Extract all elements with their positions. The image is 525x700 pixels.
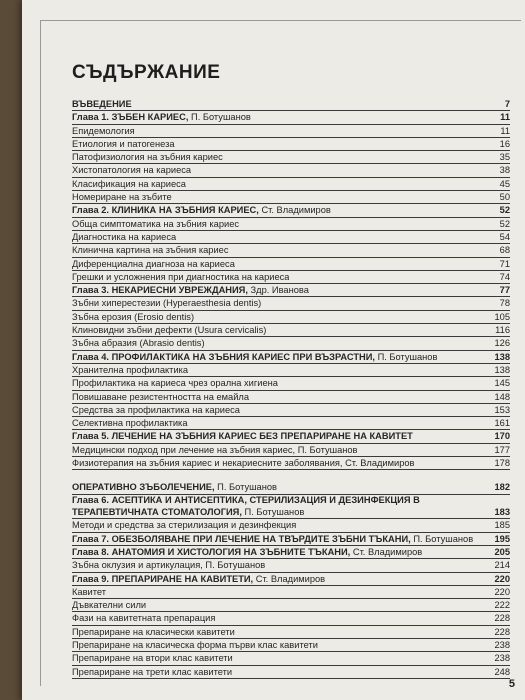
toc-entry-text: Хистопатология на кариеса <box>72 165 192 176</box>
toc-entry <box>72 391 510 404</box>
toc-entry <box>72 457 510 470</box>
toc-entry-page: 195 <box>494 533 510 544</box>
page-title: СЪДЪРЖАНИЕ <box>72 62 221 83</box>
toc-entry-page: 161 <box>494 418 510 429</box>
toc-entry-page: 145 <box>494 378 510 389</box>
toc-entry <box>72 559 510 572</box>
toc-entry-heading: Глава 9. ПРЕПАРИРАНЕ НА КАВИТЕТИ, <box>72 573 254 584</box>
toc-entry-title <box>72 297 261 309</box>
toc-entry-page: 50 <box>499 192 510 203</box>
toc-entry-title <box>72 652 233 664</box>
toc-entry-page: 7 <box>504 99 510 109</box>
toc-entry <box>72 377 510 390</box>
toc-entry-title <box>72 495 420 507</box>
toc-entry <box>72 586 510 599</box>
toc-entry <box>72 626 510 639</box>
toc-entry-page: 228 <box>494 626 510 637</box>
toc-entry-title <box>72 417 188 429</box>
toc-entry <box>72 98 510 111</box>
toc-entry-page: 228 <box>494 613 510 624</box>
toc-entry <box>72 311 510 324</box>
toc-entry-text: Дъвкателни сили <box>72 600 147 611</box>
toc-entry <box>72 573 510 586</box>
page-number: 5 <box>508 678 515 690</box>
toc-entry-text: Зъбна оклузия и артикулация, П. Ботушанов <box>72 560 266 571</box>
toc-entry-title <box>72 533 473 545</box>
toc-entry <box>72 612 510 625</box>
toc-entry-page: 205 <box>494 547 510 557</box>
toc-entry-text: Повишаване резистентността на емайла <box>72 391 249 402</box>
toc-entry <box>72 151 510 164</box>
toc-entry-title <box>72 573 325 585</box>
toc-entry-text: П. Ботушанов <box>375 351 438 362</box>
toc-entry-text: Профилактика на кариеса чрез орална хигиена <box>72 378 278 389</box>
toc-entry-text: П. Ботушанов <box>214 482 277 493</box>
toc-entry-text: Селективна профилактика <box>72 418 188 429</box>
toc-entry-title <box>72 311 194 323</box>
toc-entry-text: Кавитет <box>72 586 106 597</box>
toc-entry-text: Класификация на кариеса <box>72 178 186 189</box>
toc-entry <box>72 417 510 430</box>
toc-entry-page: 16 <box>499 138 510 149</box>
toc-entry-page: 177 <box>494 444 510 455</box>
toc-entry <box>72 231 510 244</box>
toc-entry-page: 74 <box>499 271 510 282</box>
toc-entry-text: Патофизиология на зъбния кариес <box>72 152 223 163</box>
toc-entry-text: Фази на кавитетната препарация <box>72 613 216 624</box>
toc-entry-title <box>72 98 132 110</box>
toc-entry-title <box>72 481 277 493</box>
toc-entry <box>72 258 510 271</box>
toc-entry-text: Ст. Владимиров <box>253 573 326 584</box>
toc-entry-page: 68 <box>499 245 510 256</box>
toc-entry-page: 138 <box>494 351 510 362</box>
toc-entry <box>72 666 510 679</box>
toc-entry <box>72 164 510 177</box>
toc-entry <box>72 111 510 124</box>
toc-entry-heading: Глава 4. ПРОФИЛАКТИКА НА ЗЪБНИЯ КАРИЕС ПРИ ВЪЗРАСТНИ, <box>72 351 375 362</box>
toc-entry-title <box>72 599 146 611</box>
toc-entry <box>72 337 510 350</box>
toc-entry-text: Зъбна ерозия (Erosio dentis) <box>72 311 195 322</box>
toc-entry-page: 71 <box>499 258 510 269</box>
toc-entry-page: 77 <box>499 285 510 296</box>
toc-entry-title <box>72 111 251 123</box>
toc-entry-heading: Глава 3. НЕКАРИЕСНИ УВРЕЖДАНИЯ, <box>72 285 248 296</box>
toc-entry-page: 105 <box>494 311 510 322</box>
toc-entry-text: Грешки и усложнения при диагностика на кариеса <box>72 271 290 282</box>
toc-entry-page: 116 <box>495 325 510 336</box>
toc-entry-text: П. Ботушанов <box>188 112 251 123</box>
toc-entry <box>72 546 510 559</box>
toc-entry-title <box>72 258 235 270</box>
toc-entry-title <box>72 138 175 150</box>
toc-entry-page: 248 <box>494 666 510 677</box>
toc-entry-page: 220 <box>494 586 510 597</box>
toc-entry-heading: Глава 6. АСЕПТИКА И АНТИСЕПТИКА, СТЕРИЛИЗАЦИЯ И ДЕЗИНФЕКЦИЯ В <box>72 494 420 505</box>
toc-entry-title <box>72 337 205 349</box>
toc-entry-heading: ОПЕРАТИВНО ЗЪБОЛЕЧЕНИЕ, <box>72 482 215 493</box>
toc-entry-text: Номериране на зъбите <box>72 192 172 203</box>
toc-entry-text: Препариране на класически кавитети <box>72 626 235 637</box>
toc-entry-text: Средства за профилактика на кариеса <box>72 404 240 415</box>
toc-entry-page: 35 <box>499 152 510 163</box>
toc-entry-heading: Глава 2. КЛИНИКА НА ЗЪБНИЯ КАРИЕС, <box>72 205 259 216</box>
toc-entry <box>72 364 510 377</box>
toc-entry-text: Ст. Владимиров <box>350 547 423 557</box>
toc-entry-title <box>72 284 309 296</box>
toc-entry-page: 238 <box>494 640 510 651</box>
toc-entry <box>72 324 510 337</box>
toc-entry-title <box>72 324 266 336</box>
toc-entry-page: 126 <box>494 338 510 349</box>
toc-entry <box>72 533 510 546</box>
toc-entry-heading: ТЕРАПЕВТИЧНАТА СТОМАТОЛОГИЯ, <box>72 507 242 518</box>
toc-entry-text: Обща симптоматика на зъбния кариес <box>72 218 240 229</box>
toc-entry-title <box>72 231 176 243</box>
toc-entry-page: 45 <box>499 178 510 189</box>
toc-entry-text: Медицински подход при лечение на зъбния кариес, П. Ботушанов <box>72 444 358 455</box>
toc-entry-heading: ВЪВЕДЕНИЕ <box>72 99 132 109</box>
toc-entry-page: 182 <box>494 482 510 493</box>
toc-entry-heading: Глава 8. АНАТОМИЯ И ХИСТОЛОГИЯ НА ЗЪБНИТЕ ТЪКАНИ, <box>72 547 351 557</box>
toc-entry-title <box>72 639 318 651</box>
toc-entry-text: Препариране на трети клас кавитети <box>72 666 233 677</box>
toc-entry <box>72 444 510 457</box>
toc-entry <box>72 599 510 612</box>
toc-entry <box>72 125 510 138</box>
toc-entry-title <box>72 164 191 176</box>
toc-entry <box>72 404 510 417</box>
table-of-contents <box>72 98 510 679</box>
toc-entry-page: 185 <box>494 520 510 531</box>
toc-entry-title <box>72 404 240 416</box>
toc-entry <box>72 218 510 231</box>
toc-entry-text: П. Ботушанов <box>241 507 305 518</box>
toc-entry-heading: Глава 1. ЗЪБЕН КАРИЕС, <box>72 112 189 123</box>
toc-entry <box>72 506 510 519</box>
toc-entry <box>72 351 510 364</box>
toc-entry-page: 38 <box>499 165 510 176</box>
toc-entry <box>72 481 510 494</box>
toc-entry-heading: Глава 7. ОБЕЗБОЛЯВАНЕ ПРИ ЛЕЧЕНИЕ НА ТВЪРДИТЕ ЗЪБНИ ТЪКАНИ, <box>72 533 411 544</box>
toc-entry-text: П. Ботушанов <box>410 533 474 544</box>
toc-entry <box>72 178 510 191</box>
toc-entry-title <box>72 125 135 137</box>
toc-entry-text: Препариране на класическа форма първи клас кавитети <box>72 640 318 651</box>
toc-entry <box>72 284 510 297</box>
toc-entry-title <box>72 506 304 518</box>
toc-entry-page: 183 <box>494 507 510 518</box>
toc-entry-text: Ст. Владимиров <box>258 205 331 216</box>
toc-entry <box>72 639 510 652</box>
toc-entry-title <box>72 559 265 571</box>
toc-entry-title <box>72 191 172 203</box>
toc-entry-page: 153 <box>494 404 510 415</box>
toc-entry-text: Здр. Иванова <box>247 285 309 296</box>
toc-entry-title <box>72 519 296 531</box>
toc-entry-page: 220 <box>494 573 510 584</box>
toc-entry-page: 52 <box>499 205 510 216</box>
toc-entry-text: Методи и средства за стерилизация и дезинфекция <box>72 520 297 531</box>
toc-entry-title <box>72 377 278 389</box>
toc-entry-page: 78 <box>499 298 510 309</box>
toc-entry-text: Клиновидни зъбни дефекти (Usura cervicalis) <box>72 325 267 336</box>
toc-entry-title <box>72 586 106 598</box>
toc-entry-title <box>72 626 235 638</box>
toc-entry-text: Диференциална диагноза на кариеса <box>72 258 235 269</box>
toc-entry-page: 11 <box>500 112 510 123</box>
toc-entry <box>72 271 510 284</box>
toc-entry-title <box>72 244 229 256</box>
toc-entry <box>72 652 510 665</box>
toc-entry-page: 222 <box>494 600 510 611</box>
book-page <box>22 0 525 700</box>
toc-entry-title <box>72 178 186 190</box>
toc-entry-title <box>72 546 422 558</box>
toc-entry-text: Препариране на втори клас кавитети <box>72 653 233 664</box>
toc-entry-text: Физиотерапия на зъбния кариес и некариесните заболявания, Ст. Владимиров <box>72 458 415 469</box>
toc-entry-title <box>72 218 239 230</box>
toc-entry <box>72 495 510 507</box>
toc-entry-text: Епидемология <box>72 125 135 136</box>
toc-entry-page: 54 <box>499 231 510 242</box>
toc-entry-page: 52 <box>499 218 510 229</box>
toc-entry <box>72 297 510 310</box>
toc-entry-title <box>72 271 289 283</box>
toc-entry-text: Диагностика на кариеса <box>72 231 177 242</box>
toc-entry-title <box>72 204 331 216</box>
toc-entry-text: Етиология и патогенеза <box>72 138 175 149</box>
toc-entry-title <box>72 151 223 163</box>
toc-entry <box>72 204 510 217</box>
toc-entry-title <box>72 457 414 469</box>
toc-entry-text: Хранителна профилактика <box>72 364 189 375</box>
toc-entry-page: 178 <box>494 458 510 469</box>
toc-entry-page: 214 <box>494 560 510 571</box>
toc-entry-page: 148 <box>494 391 510 402</box>
toc-entry-page: 138 <box>494 364 510 375</box>
toc-entry-title <box>72 430 413 442</box>
toc-entry-page: 170 <box>494 431 510 442</box>
toc-entry <box>72 138 510 151</box>
toc-entry-title <box>72 364 188 376</box>
toc-entry-page: 11 <box>500 125 510 136</box>
toc-entry <box>72 519 510 532</box>
toc-entry-title <box>72 444 358 456</box>
toc-entry <box>72 244 510 257</box>
toc-entry <box>72 430 510 443</box>
toc-entry-text: Клинична картина на зъбния кариес <box>72 245 229 256</box>
toc-entry-title <box>72 391 249 403</box>
toc-entry-title <box>72 351 437 363</box>
toc-entry <box>72 191 510 204</box>
toc-entry-heading: Глава 5. ЛЕЧЕНИЕ НА ЗЪБНИЯ КАРИЕС БЕЗ ПРЕПАРИРАНЕ НА КАВИТЕТ <box>72 431 413 442</box>
toc-entry-title <box>72 666 232 678</box>
toc-entry-text: Зъбна абразия (Abrasio dentis) <box>72 338 205 349</box>
toc-entry-page: 238 <box>494 653 510 664</box>
toc-entry-title <box>72 612 215 624</box>
toc-entry-text: Зъбни хиперестезии (Hyperaesthesia dentis) <box>72 298 262 309</box>
